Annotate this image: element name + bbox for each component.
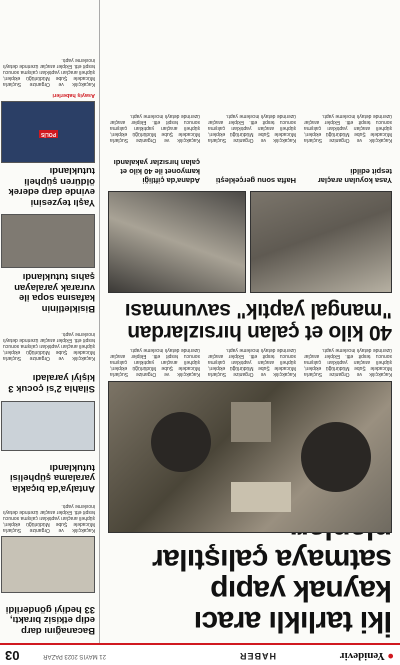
second-story-photo bbox=[108, 191, 246, 293]
side-paragraph: Kaçakçılık ve Organize Suçlarla Mücadele Şube Müdürlüğü ekipleri, şüpheli araçları yaptıkları çalışma sonucu tespit etti. Ekipler araçlar üzerinde detaylı inceleme yaptı. bbox=[3, 331, 95, 361]
article-paragraph: Kaçakçılık ve Organize Suçlarla Mücadele Şube Müdürlüğü ekipleri, şüpheli araçları yaptıkları çalışma sonucu tespit etti. Ekipler araçlar üzerinde detaylı inceleme yaptı. bbox=[110, 347, 200, 377]
side-story-headline: Yaşlı teyzesini evinde darp ederek öldüren şüpheli tutuklandı bbox=[8, 165, 95, 208]
sub-headline: Yasa koyulan araçlar tespit edildi bbox=[317, 167, 392, 185]
police-badge: POLİS bbox=[40, 131, 56, 137]
photo-wheel bbox=[301, 422, 371, 492]
photo-car-part bbox=[231, 402, 271, 442]
article-paragraph: Kaçakçılık ve Organize Suçlarla Mücadele Şube Müdürlüğü ekipleri, şüpheli araçları yaptıkları çalışma sonucu tespit etti. Ekipler araçlar üzerinde detaylı inceleme yaptı. bbox=[304, 347, 392, 377]
police-car-photo bbox=[1, 101, 95, 163]
photo-car-part bbox=[231, 482, 291, 512]
issue-date: 21 MAYIS 2023 PAZAR bbox=[43, 653, 106, 659]
main-headline: İki tarlıklı aracı kaynak yapıp satmaya çalıştılar bbox=[152, 543, 392, 638]
second-story-photo bbox=[250, 191, 392, 293]
side-story-headline: Bacanağını darp edip etkisiz bıraktı, 33 hediyi gönderildi bbox=[5, 604, 95, 636]
page-number: 03 bbox=[5, 648, 20, 663]
logo-mark-icon: ● bbox=[387, 650, 394, 662]
section-label: HABER bbox=[238, 651, 276, 661]
sub-headline: Hafta sonu gerçekleşti bbox=[215, 176, 296, 185]
logo-text: Yenidevir bbox=[339, 650, 385, 662]
main-photo-car-parts bbox=[108, 381, 392, 533]
side-paragraph: Kaçakçılık ve Organize Suçlarla Mücadele Şube Müdürlüğü ekipleri, şüpheli araçları yaptıkları çalışma sonucu tespit etti. Ekipler araçlar üzerinde detaylı inceleme yaptı. bbox=[3, 503, 95, 533]
side-story-headline: Silahla 2'si çocuk 3 kişiyi yaraladı bbox=[8, 372, 95, 394]
article-paragraph: Kaçakçılık ve Organize Suçlarla Mücadele Şube Müdürlüğü ekipleri, şüpheli araçları yaptıkları çalışma sonucu tespit etti. Ekipler araçlar üzerinde detaylı inceleme yaptı. bbox=[208, 113, 296, 143]
second-headline: 40 kilo et çalan hırsızlardan "mangal yaptık" savunması bbox=[125, 299, 392, 344]
masthead-bar bbox=[0, 643, 400, 665]
article-paragraph: Kaçakçılık ve Organize Suçlarla Mücadele Şube Müdürlüğü ekipleri, şüpheli araçları yaptıkları çalışma sonucu tespit etti. Ekipler araçlar üzerinde detaylı inceleme yaptı. bbox=[110, 113, 200, 143]
newspaper-logo bbox=[340, 650, 394, 662]
side-story-photo bbox=[1, 536, 95, 593]
side-story-headline: Bisikletlinin kafasına sopa ile vurarak yaralayan şahıs tutuklandı bbox=[14, 271, 95, 314]
side-paragraph: Kaçakçılık ve Organize Suçlarla Mücadele Şube Müdürlüğü ekipleri, şüpheli araçları yaptıkları çalışma sonucu tespit etti. Ekipler araçlar üzerinde detaylı inceleme yaptı. bbox=[3, 57, 95, 87]
photo-caption: Asayiş haberleri bbox=[52, 92, 95, 98]
side-story-photo bbox=[1, 401, 95, 451]
photo-wheel bbox=[151, 412, 211, 472]
side-story-headline: Antalya'da bıçakla yaralama şüphelisi tutuklandı bbox=[9, 462, 95, 494]
side-story-photo bbox=[1, 214, 95, 268]
side-column bbox=[0, 0, 100, 643]
article-paragraph: Kaçakçılık ve Organize Suçlarla Mücadele Şube Müdürlüğü ekipleri, şüpheli araçları yaptıkları çalışma sonucu tespit etti. Ekipler araçlar üzerinde detaylı inceleme yaptı. bbox=[208, 347, 296, 377]
main-column bbox=[100, 0, 400, 643]
sub-headline: Adana'da çiftliği kamyonet ile 40 kilo et çalan hırsızlar yakalandı bbox=[113, 158, 200, 185]
article-paragraph: Kaçakçılık ve Organize Suçlarla Mücadele Şube Müdürlüğü ekipleri, şüpheli araçları yaptıkları çalışma sonucu tespit etti. Ekipler araçlar üzerinde detaylı inceleme yaptı. bbox=[304, 113, 392, 143]
